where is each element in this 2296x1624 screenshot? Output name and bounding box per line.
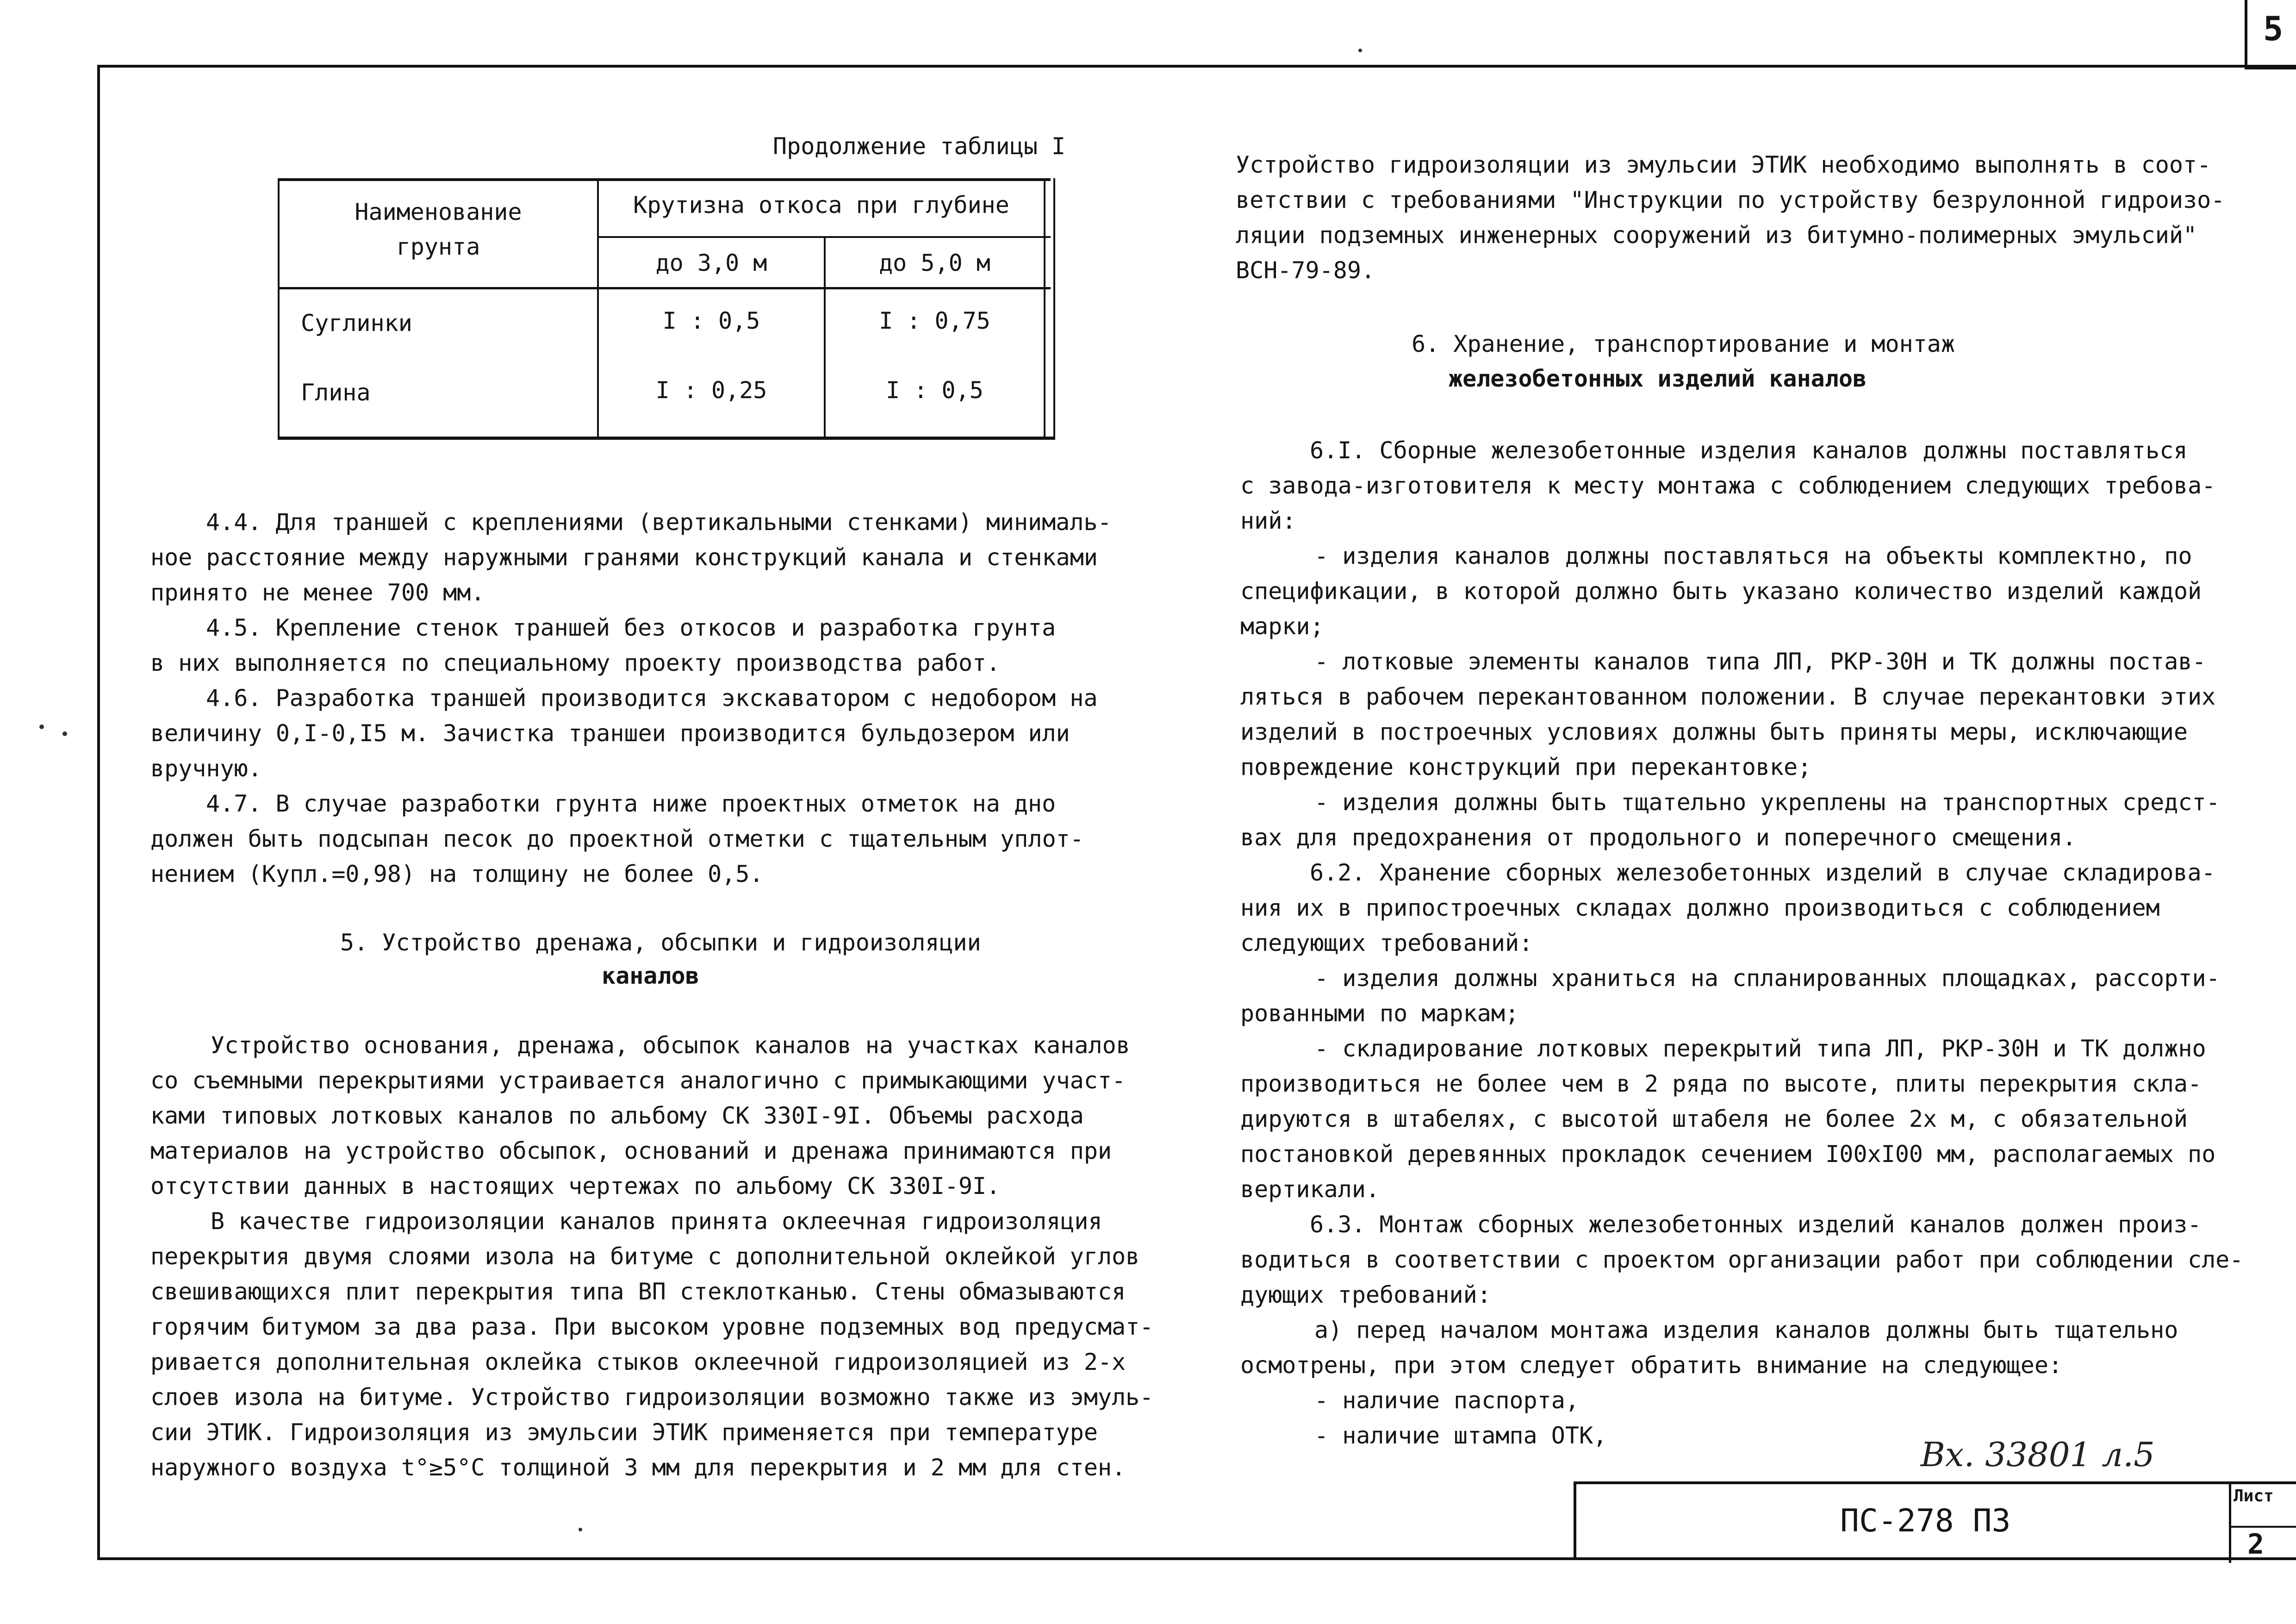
p44-line-3: принято не менее 700 мм. [150, 579, 485, 606]
p46-line-1: 4.6. Разработка траншей производится экскаватором с недобором на [206, 685, 1098, 712]
p63-line-2: водиться в соответствии с проектом организации работ при соблюдении сле- [1240, 1246, 2244, 1273]
p5b-line-8: наружного воздуха t°≥5°C толщиной 3 мм для перекрытия и 2 мм для стен. [150, 1454, 1126, 1481]
row-2-value-2: I : 0,5 [886, 377, 983, 404]
p5a-line-1: Устройство основания, дренажа, обсыпок каналов на участках каналов [211, 1032, 1130, 1059]
header-depth-1: до 3,0 м [655, 250, 767, 276]
header-depth-2: до 5,0 м [879, 250, 990, 276]
p61b-line-4: повреждение конструкций при перекантовке; [1240, 754, 1812, 781]
p62a-line-2: рованными по маркам; [1240, 1000, 1519, 1027]
intro-line-3: ляции подземных инженерных сооружений из битумно-полимерных эмульсий" [1236, 222, 2197, 249]
scan-speck [1358, 49, 1362, 52]
page-number: 5 [2263, 9, 2284, 48]
sheet-label: Лист [2234, 1487, 2274, 1505]
p62b-line-2: производиться не более чем в 2 ряда по высоте, плиты перекрытия скла- [1240, 1070, 2202, 1097]
p44-line-1: 4.4. Для траншей с креплениями (вертикальными стенками) минималь- [206, 509, 1112, 536]
p45-line-1: 4.5. Крепление стенок траншей без откосов и разработка грунта [206, 614, 1056, 641]
p5b-line-6: слоев изола на битуме. Устройство гидроизоляции возможно также из эмуль- [150, 1384, 1154, 1411]
p5b-line-1: В качестве гидроизоляции каналов принята оклеечная гидроизоляция [211, 1208, 1102, 1235]
p61c-line-1: - изделия должны быть тщательно укреплены на транспортных средст- [1314, 789, 2220, 816]
row-1-value-1: I : 0,5 [662, 307, 760, 334]
p46-line-2: величину 0,I-0,I5 м. Зачистка траншеи производится бульдозером или [150, 720, 1070, 747]
p61a-line-3: марки; [1240, 613, 1324, 640]
scan-speck [39, 725, 44, 729]
p5a-line-2: со съемными перекрытиями устраивается аналогично с примыкающими участ- [150, 1067, 1126, 1094]
document-code: ПС-278 ПЗ [1840, 1503, 2011, 1539]
p63a-line-2: осмотрены, при этом следует обратить внимание на следующее: [1240, 1352, 2063, 1379]
p61b-line-2: ляться в рабочем перекантованном положении. В случае перекантовки этих [1240, 683, 2216, 710]
p62-line-3: следующих требований: [1240, 930, 1533, 956]
p47-line-3: нением (Купл.=0,98) на толщину не более 0,5. [150, 861, 764, 887]
header-name-1: Наименование [355, 199, 522, 225]
p61a-line-2: спецификации, в которой должно быть указано количество изделий каждой [1240, 578, 2202, 605]
p61-line-1: 6.I. Сборные железобетонные изделия каналов должны поставляться [1310, 437, 2188, 464]
p47-line-2: должен быть подсыпан песок до проектной отметки с тщательным уплот- [150, 825, 1084, 852]
p45-line-2: в них выполняется по специальному проекту производства работ. [150, 650, 1001, 676]
handwritten-registration-note: Вх. 33801 л.5 [1921, 1435, 2155, 1474]
sheet-number: 2 [2247, 1528, 2265, 1561]
p62-line-2: ния их в припостроечных складах должно производиться с соблюдением [1240, 894, 2160, 921]
row-1-value-2: I : 0,75 [879, 307, 990, 334]
title-block [1574, 1481, 2296, 1560]
slope-table [273, 178, 1055, 440]
p5b-line-3: свешивающихся плит перекрытия типа ВП стеклотканью. Стены обмазываются [150, 1278, 1126, 1305]
p5b-line-4: горячим битумом за два раза. При высоком уровне подземных вод предусмат- [150, 1313, 1154, 1340]
p61-line-3: ний: [1240, 507, 1296, 534]
p47-line-1: 4.7. В случае разработки грунта ниже проектных отметок на дно [206, 790, 1056, 817]
p61-line-2: с завода-изготовителя к месту монтажа с соблюдением следующих требова- [1240, 472, 2216, 499]
p63-line-1: 6.3. Монтаж сборных железобетонных изделий каналов должен произ- [1310, 1211, 2202, 1238]
p61b-line-1: - лотковые элементы каналов типа ЛП, РКР-30Н и ТК должны постав- [1314, 648, 2206, 675]
p5a-line-3: ками типовых лотковых каналов по альбому СК 330I-9I. Объемы расхода [150, 1102, 1084, 1129]
p62a-line-1: - изделия должны храниться на спланированных площадках, рассорти- [1314, 965, 2220, 992]
section-5-title-1: 5. Устройство дренажа, обсыпки и гидроизоляции [340, 929, 981, 956]
p63b-line-2: - наличие штампа ОТК, [1314, 1422, 1607, 1449]
scan-speck [579, 1528, 582, 1531]
p5a-line-4: материалов на устройство обсыпок, оснований и дренажа принимаются при [150, 1137, 1112, 1164]
p63b-line-1: - наличие паспорта, [1314, 1387, 1579, 1414]
row-2-name: Глина [301, 379, 371, 406]
p62-line-1: 6.2. Хранение сборных железобетонных изделий в случае складирова- [1310, 859, 2215, 886]
p61b-line-3: изделий в построечных условиях должны быть приняты меры, исключающие [1240, 718, 2188, 745]
p5b-line-7: сии ЭТИК. Гидроизоляция из эмульсии ЭТИК применяется при температуре [150, 1419, 1098, 1446]
row-1-name: Суглинки [301, 310, 412, 337]
intro-line-2: ветствии с требованиями "Инструкции по устройству безрулонной гидроизо- [1236, 187, 2225, 213]
p62b-line-1: - складирование лотковых перекрытий типа ЛП, РКР-30Н и ТК должно [1314, 1035, 2206, 1062]
p44-line-2: ное расстояние между наружными гранями конструкций канала и стенками [150, 544, 1098, 571]
p61a-line-1: - изделия каналов должны поставляться на объекты комплектно, по [1314, 543, 2192, 569]
p62b-line-4: постановкой деревянных прокладок сечением I00хI00 мм, располагаемых по [1240, 1141, 2216, 1168]
header-slope: Крутизна откоса при глубине [633, 192, 1009, 219]
p63-line-3: дующих требований: [1240, 1281, 1491, 1308]
section-6-title-1: 6. Хранение, транспортирование и монтаж [1412, 331, 1955, 357]
p63a-line-1: а) перед началом монтажа изделия каналов должны быть тщательно [1314, 1317, 2178, 1343]
table-caption: Продолжение таблицы I [773, 133, 1066, 160]
p62b-line-3: дируются в штабелях, с высотой штабеля не более 2х м, с обязательной [1240, 1106, 2188, 1132]
row-2-value-1: I : 0,25 [655, 377, 767, 404]
section-6-title-2: железобетонных изделий каналов [1449, 365, 1867, 392]
p5a-line-5: отсутствии данных в настоящих чертежах по альбому СК 330I-9I. [150, 1173, 1001, 1199]
p5b-line-5: ривается дополнительная оклейка стыков оклеечной гидроизоляцией из 2-х [150, 1349, 1126, 1375]
p5b-line-2: перекрытия двумя слоями изола на битуме с дополнительной оклейкой углов [150, 1243, 1140, 1270]
section-5-title-2: каналов [602, 962, 699, 989]
p61c-line-2: вах для предохранения от продольного и поперечного смещения. [1240, 824, 2077, 851]
p62b-line-5: вертикали. [1240, 1176, 1380, 1203]
intro-line-4: ВСН-79-89. [1236, 257, 1375, 284]
intro-line-1: Устройство гидроизоляции из эмульсии ЭТИК необходимо выполнять в соот- [1236, 151, 2211, 178]
header-name-2: грунта [396, 233, 480, 260]
p46-line-3: вручную. [150, 755, 262, 782]
scan-speck [62, 731, 67, 736]
